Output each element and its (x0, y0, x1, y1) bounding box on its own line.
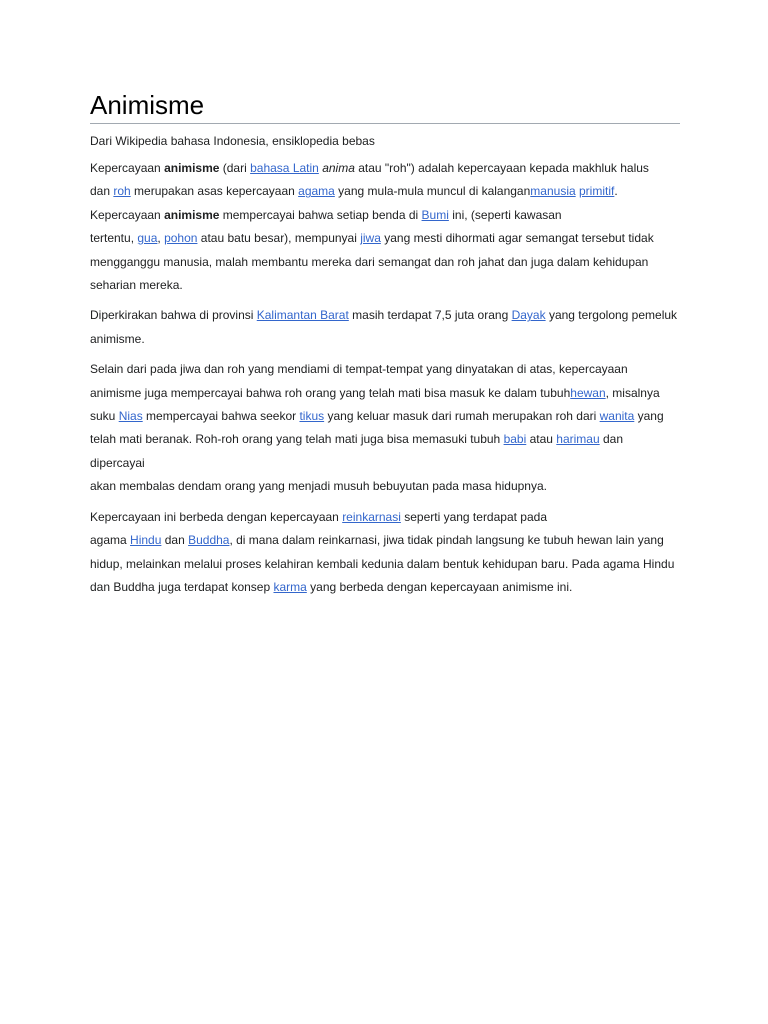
bold-term: animisme (164, 161, 220, 175)
paragraph-line (90, 204, 680, 227)
link-harimau[interactable]: harimau (556, 432, 600, 447)
text: Kepercayaan ini berbeda dengan kepercayaan (90, 509, 343, 524)
link-dayak[interactable]: Dayak (511, 308, 546, 323)
link-hewan[interactable]: hewan (570, 385, 606, 400)
paragraph-2 (90, 304, 680, 351)
text: dan Buddha juga terdapat konsep (90, 579, 274, 594)
paragraph-line (90, 576, 680, 599)
article-content (90, 88, 680, 606)
text: , misalnya (605, 385, 660, 400)
link-nias[interactable]: Nias (118, 409, 143, 424)
link-reinkarnasi[interactable]: reinkarnasi (342, 509, 401, 524)
text: yang berbeda dengan kepercayaan animisme ini. (306, 579, 573, 594)
text: dan (161, 533, 189, 548)
text: masih terdapat 7,5 juta orang (348, 308, 512, 323)
text: seperti yang terdapat pada (400, 509, 547, 524)
text: suku (90, 409, 119, 424)
text: agama (90, 533, 131, 548)
bold-term: animisme (164, 207, 220, 222)
paragraph-line: Selain dari pada jiwa dan roh yang mendiami di tempat-tempat yang dinyatakan di atas, kepercayaan (90, 362, 628, 377)
title-divider (90, 123, 680, 124)
text: Kepercayaan (90, 161, 165, 175)
text: animisme juga mempercayai bahwa roh orang yang telah mati bisa masuk ke dalam tubuh (90, 385, 571, 400)
link-bumi[interactable]: Bumi (421, 207, 449, 222)
text: , di mana dalam reinkarnasi, jiwa tidak pindah langsung ke tubuh hewan lain yang (229, 533, 664, 548)
text: atau batu besar), mempunyai (197, 231, 361, 246)
link-tikus[interactable]: tikus (299, 409, 325, 424)
link-bahasa-latin[interactable]: bahasa Latin (250, 161, 319, 175)
link-kalimantan-barat[interactable]: Kalimantan Barat (256, 308, 349, 323)
text: . (614, 184, 618, 199)
paragraph-line (90, 180, 680, 203)
link-buddha[interactable]: Buddha (188, 533, 230, 548)
paragraph-line (90, 506, 680, 529)
text: ini, (seperti kawasan (448, 207, 562, 222)
text: dan dipercayai (90, 432, 624, 470)
page-title: Animisme (90, 90, 205, 120)
paragraph-line (90, 529, 680, 552)
text: , (157, 231, 165, 246)
link-karma[interactable]: karma (273, 579, 307, 594)
link-babi[interactable]: babi (503, 432, 527, 447)
link-jiwa[interactable]: jiwa (360, 231, 381, 246)
italic-term: anima (322, 161, 355, 175)
text: yang (634, 409, 664, 424)
link-roh[interactable]: roh (113, 184, 131, 199)
paragraph-4 (90, 506, 680, 600)
paragraph-line (90, 157, 680, 180)
paragraph-1 (90, 157, 680, 297)
text: Kepercayaan (90, 207, 165, 222)
text: yang tergolong pemeluk (545, 308, 678, 323)
paragraph-line: akan membalas dendam orang yang menjadi musuh bebuyutan pada masa hidupnya. (90, 479, 547, 494)
link-hindu[interactable]: Hindu (130, 533, 162, 548)
paragraph-line: mengganggu manusia, malah membantu mereka dari semangat dan roh jahat dan juga dalam kehidupan (90, 254, 649, 269)
link-gua[interactable]: gua (137, 231, 158, 246)
link-manusia[interactable]: manusia (530, 184, 576, 199)
text: yang keluar masuk dari rumah merupakan roh dari (324, 409, 600, 424)
text: telah mati beranak. Roh-roh orang yang telah mati juga bisa memasuki tubuh (90, 432, 504, 447)
paragraph-line (90, 382, 680, 405)
text: yang mula-mula muncul di kalangan (334, 184, 531, 199)
text: merupakan asas kepercayaan (130, 184, 299, 199)
paragraph-line: seharian mereka. (90, 278, 183, 293)
paragraph-line: hidup, melainkan melalui proses kelahiran kembali kedunia dalam bentuk kehidupan baru. Pada agama Hindu (90, 556, 675, 571)
text: atau "roh") adalah kepercayaan kepada makhluk halus (354, 161, 649, 175)
text: mempercayai bahwa seekor (142, 409, 300, 424)
text: (dari (219, 161, 251, 175)
text: tertentu, (90, 231, 138, 246)
text: atau (526, 432, 557, 447)
paragraph-line: animisme. (90, 331, 145, 346)
paragraph-line (90, 428, 680, 475)
link-primitif[interactable]: primitif (579, 184, 615, 199)
paragraph-line (90, 304, 680, 327)
text: mempercayai bahwa setiap benda di (219, 207, 422, 222)
text: dan (90, 184, 114, 199)
paragraph-line (90, 227, 680, 250)
text: yang mesti dihormati agar semangat tersebut tidak (380, 231, 654, 246)
paragraph-3 (90, 358, 680, 498)
link-agama[interactable]: agama (298, 184, 335, 199)
text: Diperkirakan bahwa di provinsi (90, 308, 257, 323)
site-tagline: Dari Wikipedia bahasa Indonesia, ensiklopedia bebas (90, 134, 375, 148)
link-pohon[interactable]: pohon (164, 231, 198, 246)
link-wanita[interactable]: wanita (599, 409, 635, 424)
paragraph-line (90, 405, 680, 428)
